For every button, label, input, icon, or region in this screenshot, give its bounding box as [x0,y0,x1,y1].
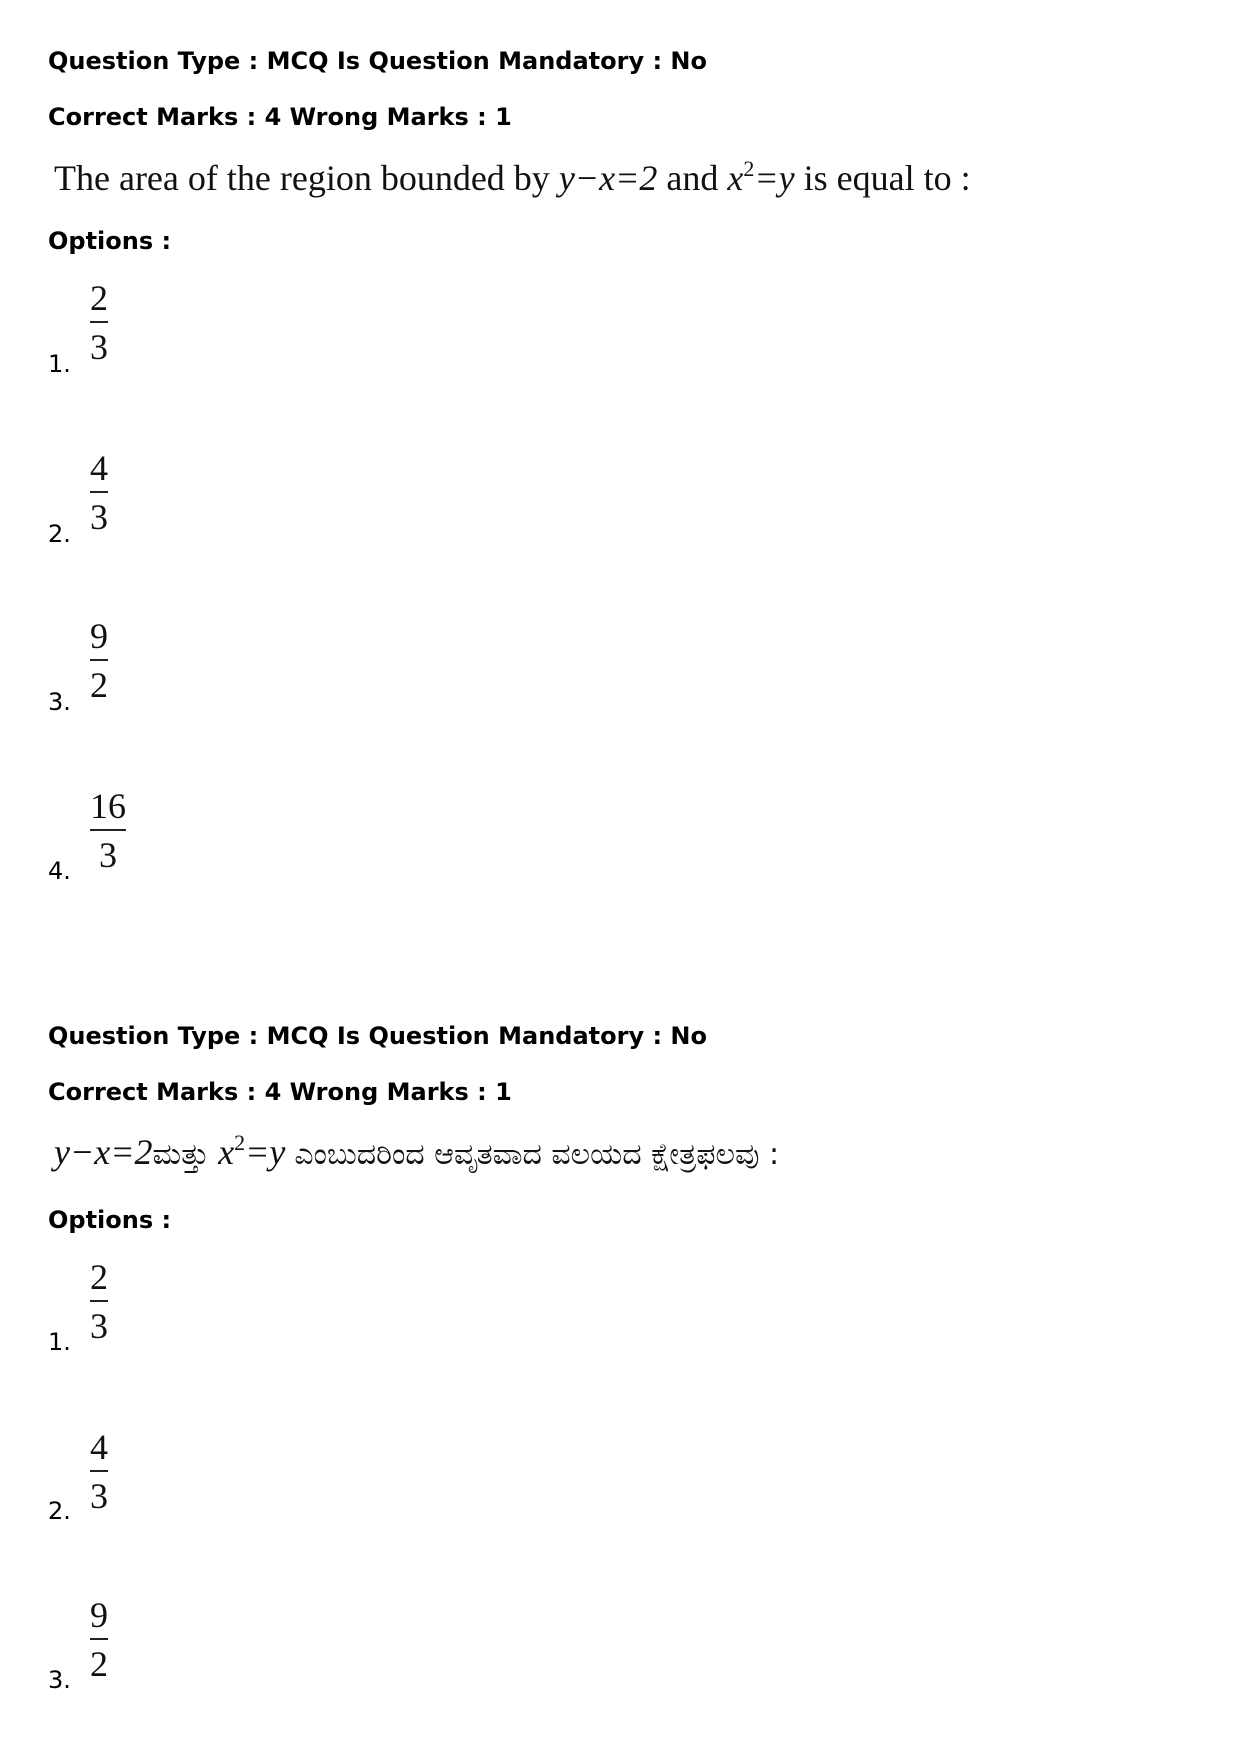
q2-stem-eq1: y−x=2 [54,1132,153,1172]
q2-stem-x: x [218,1132,235,1172]
q2-stem-eq2: =y [245,1132,286,1172]
q1-stem-and: and [657,158,728,198]
q1-stem-exponent: 2 [743,156,755,181]
q1-option-1-number[interactable]: 1. [48,350,71,378]
q1-option-2-number[interactable]: 2. [48,520,71,548]
q2-meta-type: Question Type : MCQ Is Question Mandatory : No [48,1022,707,1050]
q1-meta-marks: Correct Marks : 4 Wrong Marks : 1 [48,103,512,131]
q1-option-1-fraction[interactable] [90,278,108,367]
numerator: 2 [90,1257,108,1297]
q2-option-2-fraction[interactable] [90,1427,108,1516]
denominator: 3 [90,327,108,367]
q2-stem-kannada-2: ಎಂಬುದರಿಂದ ಆವೃತವಾದ ವಲಯದ ಕ್ಷೇತ್ರಫಲವು : [294,1137,780,1172]
numerator: 9 [90,1595,108,1635]
q1-stem-eq2: =y [754,158,795,198]
q2-stem-kannada-1: ಮತ್ತು [152,1137,210,1172]
denominator: 3 [90,497,108,537]
q1-meta-type: Question Type : MCQ Is Question Mandatory : No [48,47,707,75]
fraction-bar [90,491,108,493]
q2-option-3-fraction[interactable] [90,1595,108,1684]
q2-option-1-fraction[interactable] [90,1257,108,1346]
denominator: 3 [99,835,117,875]
q2-option-2-number[interactable]: 2. [48,1497,71,1525]
denominator: 2 [90,665,108,705]
fraction-bar [90,1300,108,1302]
q2-stem-exponent: 2 [234,1130,246,1155]
numerator: 16 [90,786,126,826]
q1-option-3-number[interactable]: 3. [48,688,71,716]
fraction-bar [90,829,126,831]
numerator: 9 [90,616,108,656]
numerator: 4 [90,448,108,488]
q1-option-2-fraction[interactable] [90,448,108,537]
q1-option-4-number[interactable]: 4. [48,857,71,885]
fraction-bar [90,659,108,661]
q2-option-1-number[interactable]: 1. [48,1328,71,1356]
q2-option-3-number[interactable]: 3. [48,1666,71,1694]
denominator: 3 [90,1306,108,1346]
fraction-bar [90,1470,108,1472]
q1-stem-x: x [727,158,744,198]
q1-option-3-fraction[interactable] [90,616,108,705]
q1-stem-prefix: The area of the region bounded by [54,158,559,198]
q1-stem-suffix: is equal to : [794,158,971,198]
q1-option-4-fraction[interactable] [90,786,126,875]
q2-options-label: Options : [48,1206,172,1234]
fraction-bar [90,321,108,323]
q2-question-text [54,1130,779,1177]
q1-stem-eq1: y−x=2 [558,158,658,198]
q2-meta-marks: Correct Marks : 4 Wrong Marks : 1 [48,1078,512,1106]
numerator: 4 [90,1427,108,1467]
fraction-bar [90,1638,108,1640]
q1-options-label: Options : [48,227,172,255]
denominator: 2 [90,1644,108,1684]
q1-question-text [54,156,971,200]
numerator: 2 [90,278,108,318]
denominator: 3 [90,1476,108,1516]
